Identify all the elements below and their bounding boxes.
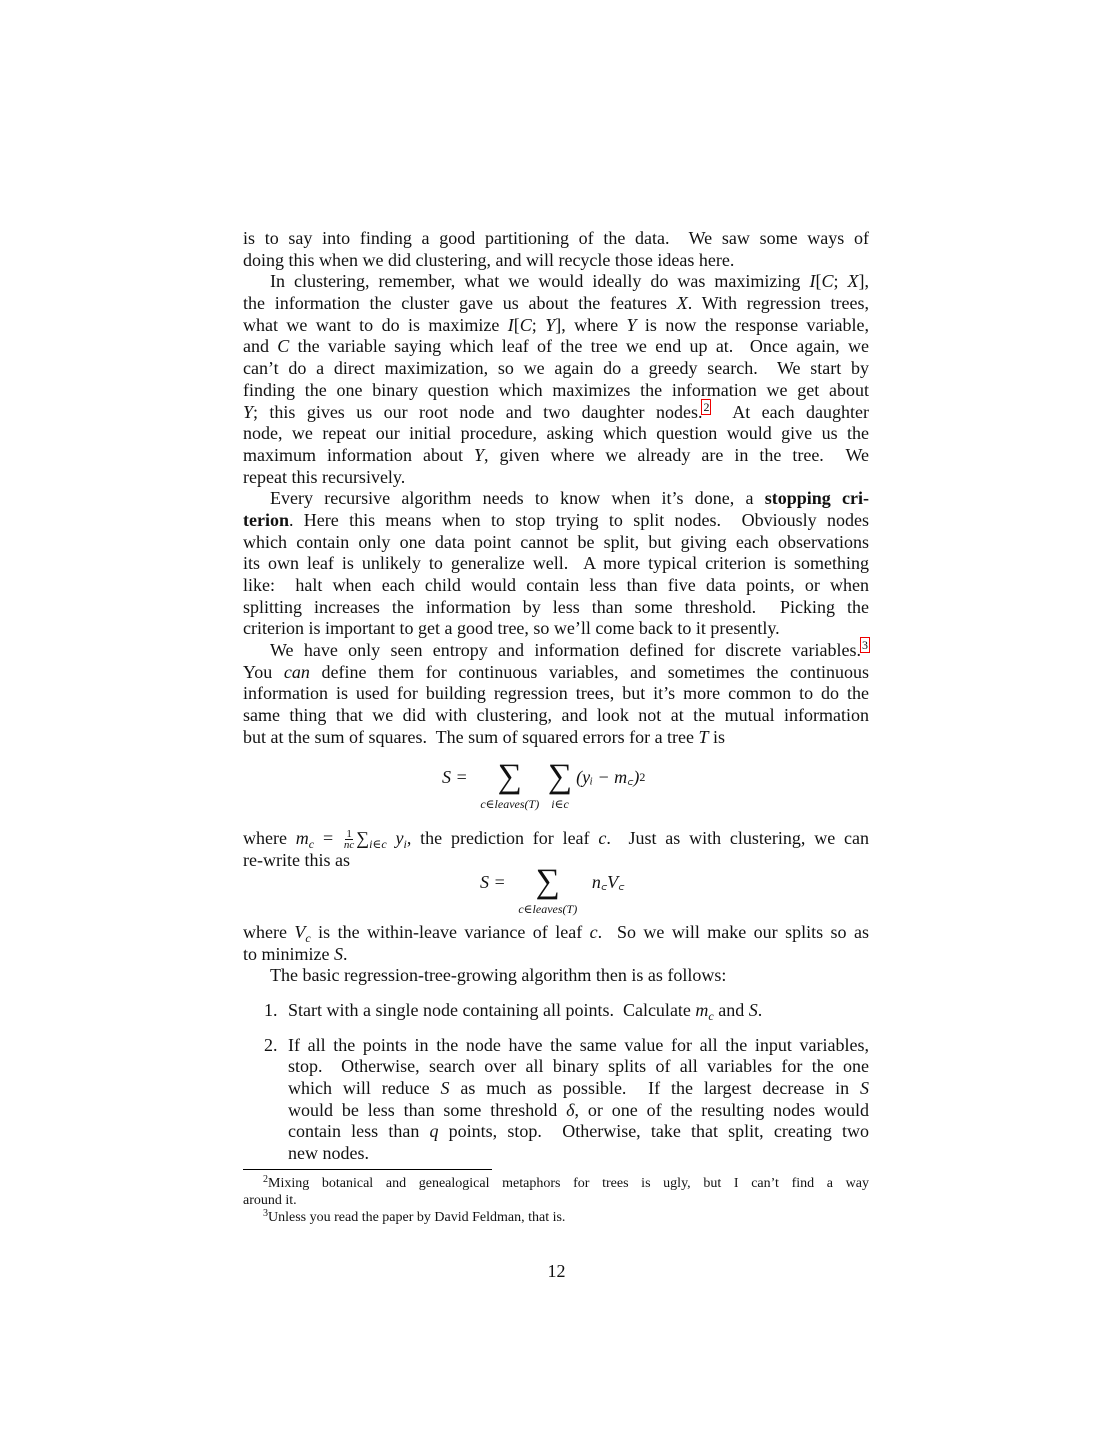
text-line [243, 553, 869, 575]
text-run: finding the one binary question which maximizes the information we get about [243, 379, 869, 400]
text-run: [ [815, 271, 822, 292]
sum-limit: c∈leaves(T) [480, 797, 540, 811]
text-line [243, 399, 869, 424]
text-run: . Here this means when to stop trying to split nodes. Obviously nodes [288, 509, 869, 530]
text-run: node, we repeat our initial procedure, asking which question would give us the [243, 423, 869, 444]
fraction-denominator: nc [343, 839, 355, 852]
text-run: would be less than some threshold [288, 1099, 567, 1120]
text-run [387, 828, 396, 848]
text-line [243, 944, 869, 966]
math-italic: S [333, 943, 343, 964]
text-run: points, stop. Otherwise, take that split, creating two [438, 1121, 869, 1142]
text-line [243, 445, 869, 467]
math-italic: I [507, 314, 514, 335]
text-run: new nodes. [288, 1143, 369, 1164]
text-line [243, 705, 869, 727]
text-line [243, 271, 869, 293]
text-line [243, 532, 869, 554]
text-run: Every recursive algorithm needs to know when it’s done, a [270, 488, 765, 509]
math-italic: Y [626, 314, 637, 335]
text-line [243, 640, 869, 662]
math-italic: S [860, 1078, 870, 1099]
text-line [243, 597, 869, 619]
math-italic: q [429, 1121, 439, 1142]
text-line [243, 293, 869, 315]
text-run: re-write this as [243, 849, 350, 870]
math-italic: Y [545, 314, 556, 335]
text-run: . [342, 943, 348, 964]
subscript: i [403, 837, 407, 851]
bold-term: stopping cri- [764, 488, 869, 509]
text-run: is now the response variable, [636, 314, 869, 335]
text-line [243, 1192, 869, 1209]
text-line [243, 1175, 869, 1192]
text-line [243, 488, 869, 510]
text-run: information is used for building regression trees, but it’s more common to do the [243, 683, 869, 704]
paragraph-where-vc [243, 922, 869, 987]
math-italic: V [294, 922, 306, 942]
footnote-link[interactable]: 3 [862, 638, 868, 653]
text-run: and [713, 1000, 749, 1020]
text-run: , given where we already are in the tree. We [483, 444, 870, 465]
math-italic: T [698, 726, 709, 747]
text-run: , or one of the resulting nodes would [574, 1099, 870, 1120]
text-run: [ [513, 314, 520, 335]
text-run: what we want to do is maximize [243, 314, 508, 335]
sum-limit: i∈c [551, 797, 569, 811]
eq1-sum-outer [480, 758, 540, 811]
text-run: Mixing botanical and genealogical metaphors for trees is ugly, but I can’t find a way [268, 1176, 869, 1191]
text-line [243, 662, 869, 684]
sum-limit: c∈leaves(T) [518, 902, 578, 916]
math-italic: c [589, 922, 598, 942]
eq1-body: (yᵢ − m꜀) [576, 767, 640, 787]
bold-term: terion [243, 509, 289, 530]
text-run: is [708, 726, 726, 747]
eq1-lhs: S = [442, 766, 468, 787]
text-run: its own leaf is unlikely to generalize well. A more typical criterion is something [243, 553, 869, 574]
math-italic: δ [566, 1099, 575, 1120]
text-line [243, 510, 869, 532]
text-line [243, 1121, 869, 1143]
math-italic: can [283, 661, 310, 682]
list-item-2 [243, 1035, 869, 1165]
text-run: which contain only one data point cannot be split, but giving each observations [243, 531, 869, 552]
text-run: Unless you read the paper by David Feldman, that is. [268, 1210, 566, 1225]
text-line [243, 423, 869, 445]
text-line [243, 1143, 869, 1165]
text-run: where [243, 922, 295, 942]
text-line [243, 1100, 869, 1122]
fraction [344, 829, 354, 850]
text-run: to minimize [243, 943, 334, 964]
text-line [243, 467, 869, 489]
text-line [243, 1209, 869, 1226]
text-run: repeat this recursively. [243, 466, 406, 487]
subscript: c [708, 1009, 714, 1023]
math-italic: S [748, 1000, 758, 1020]
text-run: around it. [243, 1193, 297, 1208]
paragraphs-main [243, 228, 869, 749]
math-italic: c [598, 828, 607, 848]
footnotes [243, 1175, 869, 1226]
text-line [243, 228, 869, 250]
equation-sum-variance [480, 863, 625, 916]
text-line [243, 965, 869, 987]
math-italic: C [277, 336, 290, 357]
text-run: . Just as with clustering, we can [606, 828, 870, 848]
math-italic: C [519, 314, 532, 335]
text-run: which will reduce [288, 1078, 441, 1099]
text-line [243, 250, 869, 272]
text-run: but at the sum of squares. The sum of squared errors for a tree [243, 726, 699, 747]
math-italic: X [676, 293, 688, 314]
text-line [243, 1078, 869, 1100]
text-line [243, 828, 869, 850]
text-run: ; [531, 314, 546, 335]
text-line [243, 358, 869, 380]
eq2-sum [518, 863, 578, 916]
text-run: ∑ [356, 828, 370, 848]
superscript: 2 [263, 1174, 268, 1185]
footnote-link[interactable]: 2 [703, 399, 710, 414]
text-run: The basic regression-tree-growing algorithm then is as follows: [270, 965, 727, 986]
eq2-lhs: S = [480, 871, 506, 892]
text-run: the information the cluster gave us about the features [243, 293, 677, 314]
equation-sum-squared-errors: S = ∑ c∈leaves(T) ∑ i∈c (yᵢ − m꜀) 2 [442, 758, 646, 811]
superscript: 3 [263, 1208, 268, 1219]
text-run: stop. Otherwise, search over all binary splits of all variables for the one [288, 1056, 869, 1077]
subscript: c [308, 837, 315, 851]
sigma-symbol: ∑ [535, 863, 560, 900]
text-line [243, 922, 869, 944]
sigma-symbol: ∑ [497, 758, 522, 795]
text-run: splitting increases the information by less than some threshold. Picking the [243, 596, 869, 617]
text-line [243, 575, 869, 597]
math-italic: m [295, 828, 309, 848]
text-run: ], where [555, 314, 627, 335]
text-run: as much as possible. If the largest decrease in [449, 1078, 861, 1099]
text-run: is to say into finding a good partitioning of the data. We saw some ways of [243, 228, 869, 248]
text-run: If all the points in the node have the same value for all the input variables, [288, 1034, 869, 1055]
text-run: criterion is important to get a good tree, so we’ll come back to it presently. [243, 618, 780, 639]
text-run: the variable saying which leaf of the tree we end up at. Once again, we [289, 336, 869, 357]
text-run: ], [858, 271, 869, 292]
text-run: define them for continuous variables, and sometimes the continuous [309, 661, 869, 682]
math-italic: C [821, 271, 834, 292]
text-line [243, 1035, 869, 1057]
text-run: doing this when we did clustering, and will recycle those ideas here. [243, 249, 735, 270]
subscript: i∈c [369, 837, 387, 851]
text-run: = [314, 828, 342, 848]
text-run: where [243, 828, 296, 848]
fraction-numerator: 1 [346, 828, 352, 841]
text-line [243, 1056, 869, 1078]
math-italic: X [847, 271, 859, 292]
list-number: 1. [264, 1000, 278, 1020]
text-run: like: halt when each child would contain less than five data points, or when [243, 575, 869, 595]
text-run: We have only seen entropy and information defined for discrete variables. [270, 640, 861, 661]
text-run: Start with a single node containing all points. Calculate [288, 1000, 696, 1020]
algorithm-list [243, 1000, 869, 1165]
text-line [243, 380, 869, 402]
text-line [243, 336, 869, 358]
list-item-text [243, 1000, 869, 1022]
text-run: You [243, 661, 284, 682]
text-run: ; this gives us our root node and two daughter nodes. [253, 401, 703, 422]
text-line [243, 727, 869, 749]
list-item-text [243, 1035, 869, 1165]
text-run: . With regression trees, [687, 293, 869, 314]
text-run: maximum information about [243, 444, 474, 465]
text-run: ; [833, 271, 848, 292]
text-run: is the within-leave variance of leaf [310, 922, 590, 942]
eq1-sum-inner [547, 758, 573, 811]
sigma-symbol: ∑ [547, 758, 573, 795]
subscript: c [305, 931, 311, 945]
page-number: 12 [547, 1261, 566, 1281]
list-item-1 [243, 1000, 869, 1022]
text-run: In clustering, remember, what we would ideally do was maximizing [270, 271, 810, 292]
math-italic: S [440, 1078, 450, 1099]
math-italic: Y [243, 401, 254, 422]
text-line [243, 1000, 869, 1022]
text-run: , the prediction for leaf [406, 828, 599, 848]
text-run: At each daughter [710, 401, 869, 422]
text-run: same thing that we did with clustering, and look not at the mutual information [243, 705, 869, 726]
text-run: can’t do a direct maximization, so we again do a greedy search. We start by [243, 358, 869, 379]
math-italic: I [809, 271, 816, 292]
math-italic: Y [473, 444, 484, 465]
text-run: and [243, 336, 278, 357]
text-run: . So we will make our splits so as [597, 922, 869, 942]
footnote-rule [243, 1169, 492, 1170]
text-line [243, 683, 869, 705]
list-number: 2. [264, 1034, 278, 1055]
math-italic: m [695, 1000, 709, 1020]
text-line [243, 618, 869, 640]
text-run: contain less than [288, 1121, 430, 1142]
eq2-body: n꜀V꜀ [591, 872, 625, 892]
math-italic: y [395, 828, 404, 848]
text-line [243, 315, 869, 337]
text-run: . [757, 1000, 763, 1020]
